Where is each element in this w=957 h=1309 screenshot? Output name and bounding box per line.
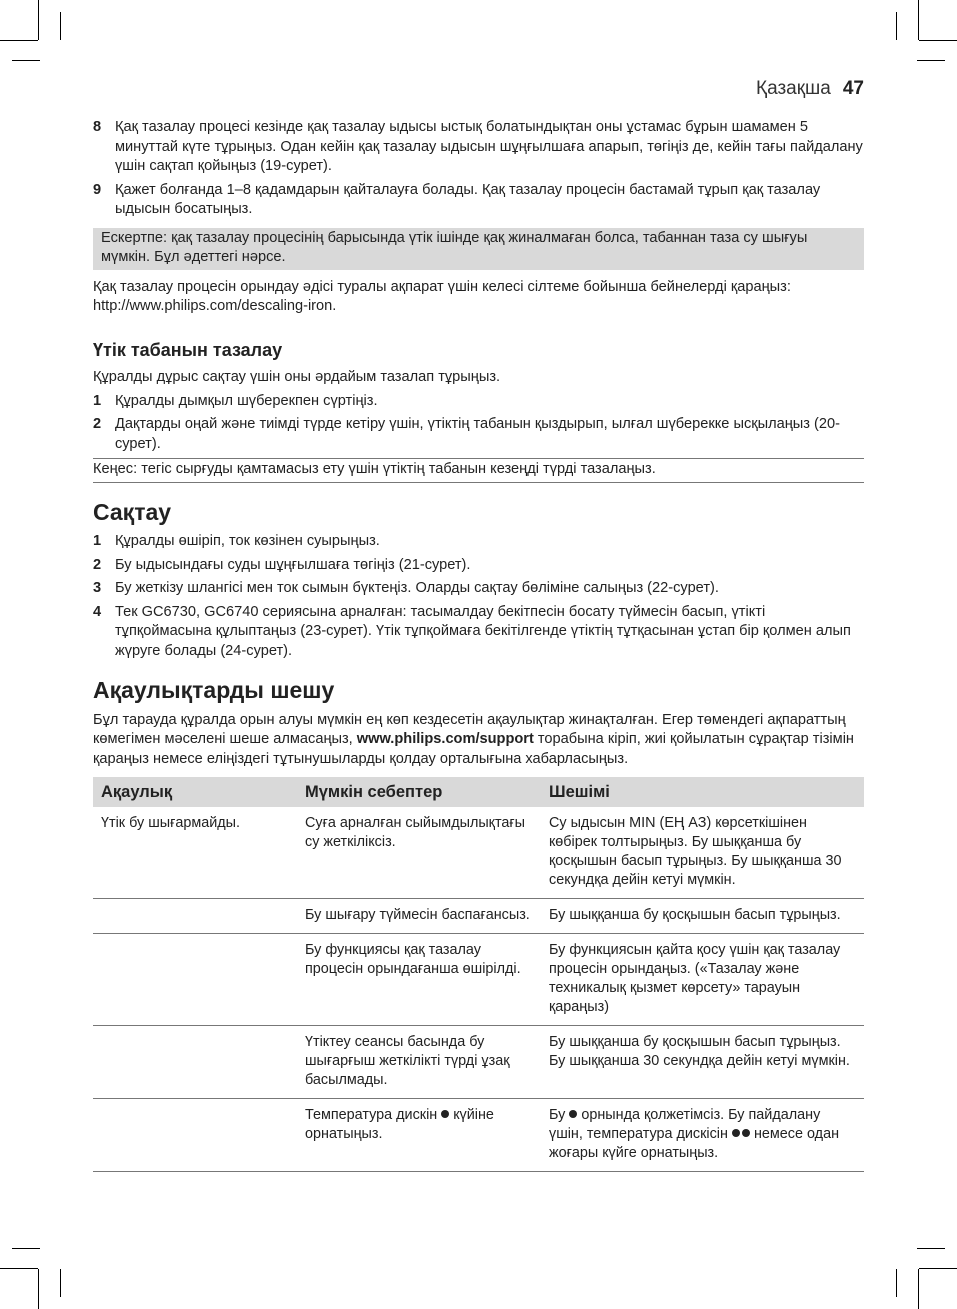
solution-cell: Бу шыққанша бу қосқышын басып тұрыңыз. Бу шыққанша 30 секундқа дейін кетуі мүмкін. — [541, 1026, 864, 1099]
support-link[interactable]: www.philips.com/support — [356, 731, 534, 747]
step-text: Құралды өшіріп, ток көзінен суырыңыз. — [115, 533, 380, 549]
cause-text: Температура дискін — [305, 1107, 442, 1123]
step-number: 4 — [93, 603, 102, 620]
step-text: Тек GC6730, GC6740 сериясына арналған: тасымалдау бекітпесін босату түймесін басып, үтікті тұпқоймасына құлыптаңыз (23-сурет). Үтік тұпқоймаға бекітілгенде үтіктің тұтқасынан ұстап бір қолмен алып жүруге болады (24-сурет). — [115, 603, 851, 659]
tip-box: Кеңес: тегіс сырғуды қамтамасыз ету үшін үтіктің табанын кезеңді түрді тазалаңыз. — [93, 458, 864, 483]
section-title-storage: Сақтау — [93, 498, 172, 525]
cause-cell: Суға арналған сыйымдылықтағы су жеткіліксіз. — [297, 807, 541, 899]
intro-text: торабына кіріп, жиі қойылатын сұрақтар тізімін қараңыз немесе еліңіздегі тұтынушыларды қолдау орталығына хабарласыңыз. — [93, 731, 854, 767]
list-item — [93, 415, 864, 454]
solution-text: Бу — [549, 1107, 570, 1123]
column-header: Шешімі — [541, 777, 864, 807]
crop-mark — [918, 1269, 919, 1309]
solution-cell: Су ыдысын MIN (ЕҢ АЗ) көрсеткішінен көбірек толтырыңыз. Бу шыққанша бу қосқышын басып тұрыңыз. Бу шыққанша 30 секундқа дейін кетуі мүмкін. — [541, 807, 864, 899]
problem-cell — [93, 1099, 297, 1172]
step-number: 3 — [93, 580, 102, 596]
crop-mark — [896, 12, 897, 40]
crop-mark — [919, 40, 957, 41]
language-label: Қазақша — [756, 78, 831, 99]
solution-text: немесе одан жоғары күйге орнатыңыз. — [549, 1126, 840, 1161]
table-row — [93, 1026, 864, 1099]
troubleshooting-intro — [93, 711, 864, 770]
solution-cell — [541, 1099, 864, 1172]
page-number: 47 — [842, 78, 864, 99]
section-title-soleplate: Үтік табанын тазалау — [93, 339, 283, 360]
list-item — [93, 181, 864, 220]
table-row — [93, 899, 864, 934]
troubleshooting-table — [93, 777, 864, 1172]
step-number: 2 — [93, 416, 102, 432]
soleplate-intro: Құралды дұрыс сақтау үшін оны әрдайым тазалап тұрыңыз. — [93, 369, 501, 385]
table-header-row — [93, 777, 864, 807]
crop-mark — [60, 1269, 61, 1297]
temperature-dot-icon — [742, 1129, 750, 1137]
step-text: Бу жеткізу шлангісі мен ток сымын бүктеңіз. Оларды сақтау бөліміне салыңыз (22-сурет). — [115, 580, 719, 596]
crop-mark — [918, 0, 919, 40]
cause-cell: Үтіктеу сеансы басында бу шығарғыш жеткілікті түрді ұзақ басылмады. — [297, 1026, 541, 1099]
page-content — [93, 118, 864, 1172]
step-text: Қақ тазалау процесі кезінде қақ тазалау ыдысы ыстық болатындықтан оны ұстамас бұрын шамамен 5 минуттай күте тұрыңыз. Одан кейін қақ тазалау ыдысын шұңғылшаға апарып, төгіңіз де, кейін тағы пайдалану үшін сақтап қойыңыз (19-сурет). — [115, 119, 863, 174]
crop-mark — [0, 40, 38, 41]
page-header — [756, 78, 864, 100]
solution-cell: Бу функциясын қайта қосу үшін қақ тазалау процесін орындаңыз. («Тазалау және техникалық қызмет көрсету» тарауын қараңыз) — [541, 934, 864, 1026]
video-info-paragraph: Қақ тазалау процесін орындау әдісі туралы ақпарат үшін келесі сілтеме бойынша бейнелерді қараңыз: http://www.philips.com/descaling-iron. — [93, 278, 791, 314]
crop-mark — [12, 1248, 40, 1249]
cause-cell: Бу функциясы қақ тазалау процесін орындағанша өшірілді. — [297, 934, 541, 1026]
step-text: Қажет болғанда 1–8 қадамдарын қайталауға болады. Қақ тазалау процесін бастамай тұрып қақ тазалау ыдысын босатыңыз. — [115, 181, 821, 217]
list-item — [93, 532, 864, 552]
cause-text: күйіне орнатыңыз. — [305, 1107, 494, 1142]
problem-cell — [93, 899, 297, 934]
note-box: Ескертпе: қақ тазалау процесінің барысында үтік ішінде қақ жиналмаған болса, табаннан таза су шығуы мүмкін. Бұл әдеттегі нәрсе. — [93, 228, 864, 270]
solution-text: орнында қолжетімсіз. Бу пайдалану үшін, температура дискісін — [549, 1107, 821, 1142]
column-header: Ақаулық — [93, 777, 297, 807]
step-text: Құралды дымқыл шүберекпен сүртіңіз. — [115, 392, 378, 409]
step-number: 1 — [93, 533, 102, 549]
crop-mark — [12, 60, 40, 61]
crop-mark — [38, 1269, 39, 1309]
list-item — [93, 392, 864, 412]
table-row — [93, 1099, 864, 1172]
cause-cell: Бу шығару түймесін баспағансыз. — [297, 899, 541, 934]
step-number: 1 — [93, 392, 102, 409]
section-title-troubleshooting: Ақаулықтарды шешу — [93, 677, 335, 703]
cause-cell — [297, 1099, 541, 1172]
table-row — [93, 807, 864, 899]
problem-cell — [93, 934, 297, 1026]
crop-mark — [919, 1268, 957, 1269]
crop-mark — [917, 1248, 945, 1249]
step-text: Бу ыдысындағы суды шұңғылшаға төгіңіз (21-сурет). — [115, 556, 471, 573]
list-item — [93, 579, 864, 599]
list-item — [93, 603, 864, 662]
crop-mark — [917, 60, 945, 61]
problem-cell — [93, 1026, 297, 1099]
step-text: Дақтарды оңай және тиімді түрде кетіру үшін, үтіктің табанын қыздырып, ылғал шүберекке ысқылаңыз (20-сурет). — [115, 416, 840, 452]
step-number: 8 — [93, 119, 102, 135]
list-item — [93, 118, 864, 177]
solution-cell: Бу шыққанша бу қосқышын басып тұрыңыз. — [541, 899, 864, 934]
step-number: 9 — [93, 181, 102, 198]
step-number: 2 — [93, 556, 102, 573]
list-item — [93, 556, 864, 576]
intro-text: Бұл тарауда құралда орын алуы мүмкін ең көп кездесетін ақаулықтар жинақталған. Егер төмендегі ақпараттың көмегімен мәселені шеше алмасаңыз, — [93, 711, 846, 747]
table-row — [93, 934, 864, 1026]
crop-mark — [38, 0, 39, 40]
crop-mark — [896, 1269, 897, 1297]
crop-mark — [0, 1268, 38, 1269]
column-header: Мүмкін себептер — [297, 777, 541, 807]
temperature-dot-icon — [732, 1129, 740, 1137]
crop-mark — [60, 12, 61, 40]
problem-cell: Үтік бу шығармайды. — [93, 807, 297, 899]
